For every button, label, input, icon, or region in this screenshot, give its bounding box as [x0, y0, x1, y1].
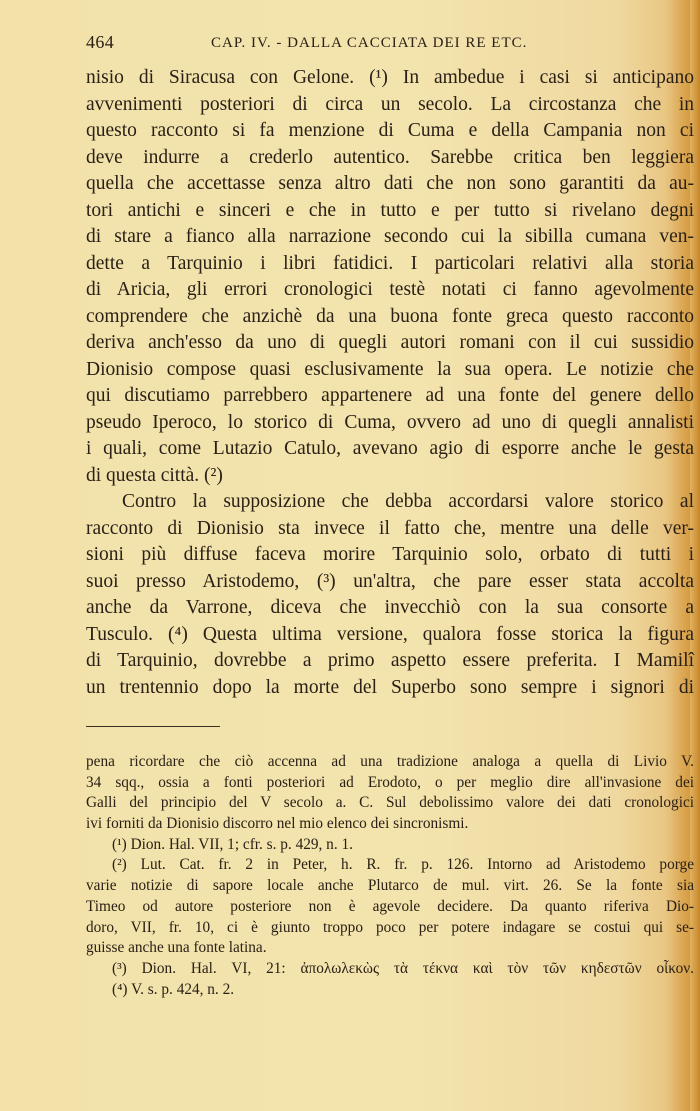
- body-line: di questa città. (²): [86, 464, 223, 486]
- body-line: Tusculo. (⁴) Questa ultima versione, qualora fosse storica la figura: [86, 623, 694, 645]
- body-line: dette a Tarquinio i libri fatidici. I particolari relativi alla storia: [86, 252, 694, 274]
- footnote-line: pena ricordare che ciò accenna ad una tradizione analoga a quella di Livio V.: [86, 753, 694, 770]
- body-line: racconto di Dionisio sta invece il fatto che, mentre una delle ver-: [86, 517, 694, 539]
- body-line: nisio di Siracusa con Gelone. (¹) In ambedue i casi si anticipano: [86, 67, 694, 88]
- footnote-line: Galli del principio del V secolo a. C. Sul debolissimo valore dei dati cronologici: [86, 794, 694, 812]
- body-line: anche da Varrone, diceva che invecchiò con la sua consorte a: [86, 597, 694, 618]
- footnote-1: (¹) Dion. Hal. VII, 1; cfr. s. p. 429, n. 1.: [112, 835, 353, 853]
- body-line: sioni più diffuse faceva morire Tarquinio solo, orbato di tutti i: [86, 544, 694, 565]
- running-head: CAP. IV. - DALLA CACCIATA DEI RE ETC.: [211, 35, 528, 51]
- body-line: suoi presso Aristodemo, (³) un'altra, che pare esser stata accolta: [86, 570, 694, 592]
- body-line: comprendere che anzichè da una buona fonte greca questo racconto: [86, 305, 694, 327]
- body-line: tori antichi e sinceri e che in tutto e per tutto si rivelano degni: [86, 199, 694, 221]
- body-line: Dionisio compose quasi esclusivamente la sua opera. Le notizie che: [86, 358, 694, 380]
- footnote-rule: [86, 726, 220, 727]
- footnote-line: guisse anche una fonte latina.: [86, 939, 267, 957]
- page-number: 464: [86, 32, 115, 52]
- body-line: avvenimenti posteriori di circa un secolo. La circostanza che in: [86, 93, 694, 115]
- footnote-line: ivi forniti da Dionisio discorro nel mio elenco dei sincronismi.: [86, 815, 469, 833]
- body-line: Contro la supposizione che debba accordarsi valore storico al: [122, 491, 694, 512]
- footnotes: [86, 752, 694, 1000]
- page-header: [86, 32, 680, 58]
- body-line: deve indurre a crederlo autentico. Sarebbe critica ben leggiera: [86, 146, 694, 168]
- body-line: di Tarquinio, dovrebbe a primo aspetto essere preferita. I Mamilî: [86, 650, 694, 671]
- body-line: di stare a fianco alla narrazione secondo cui la sibilla cumana ven-: [86, 226, 694, 247]
- footnote-line: varie notizie di sapore locale anche Plutarco de mul. virt. 26. Se la fonte sia: [86, 877, 694, 895]
- footnote-line: Timeo od autore posteriore non è agevole decidere. Da quanto riferiva Dio-: [86, 897, 694, 915]
- body-line: deriva anch'esso da uno di quegli autori romani con il cui sussidio: [86, 332, 694, 353]
- body-line: pseudo Iperoco, lo storico di Cuma, ovvero ad uno di quegli annalisti: [86, 411, 694, 433]
- footnote-4: (⁴) V. s. p. 424, n. 2.: [112, 980, 235, 998]
- footnote-2: (²) Lut. Cat. fr. 2 in Peter, h. R. fr. p. 126. Intorno ad Aristodemo porge: [112, 856, 694, 874]
- body-text: [86, 65, 694, 701]
- body-line: questo racconto si fa menzione di Cuma e della Campania non ci: [86, 120, 694, 141]
- body-line: qui discutiamo parrebbero appartenere ad una fonte del genere dello: [86, 385, 694, 406]
- body-line: quella che accettasse senza altro dati che non sono garantiti da au-: [86, 173, 694, 194]
- body-line: i quali, come Lutazio Catulo, avevano agio di esporre anche le gesta: [86, 438, 694, 459]
- footnote-line: 34 sqq., ossia a fonti posteriori ad Erodoto, o per meglio dire all'invasione dei: [86, 773, 694, 791]
- body-line: di Aricia, gli errori cronologici testè notati ci fanno agevolmente: [86, 279, 694, 300]
- footnote-line: doro, VII, fr. 10, ci è giunto troppo poco per potere indagare se costui qui se-: [86, 918, 694, 936]
- footnote-3: (³) Dion. Hal. VI, 21: ἀπολωλεκὼς τὰ τέκνα καὶ τὸν τῶν κηδεστῶν οἶκον.: [112, 959, 694, 977]
- body-line: un trentennio dopo la morte del Superbo sono sempre i signori di: [86, 676, 694, 698]
